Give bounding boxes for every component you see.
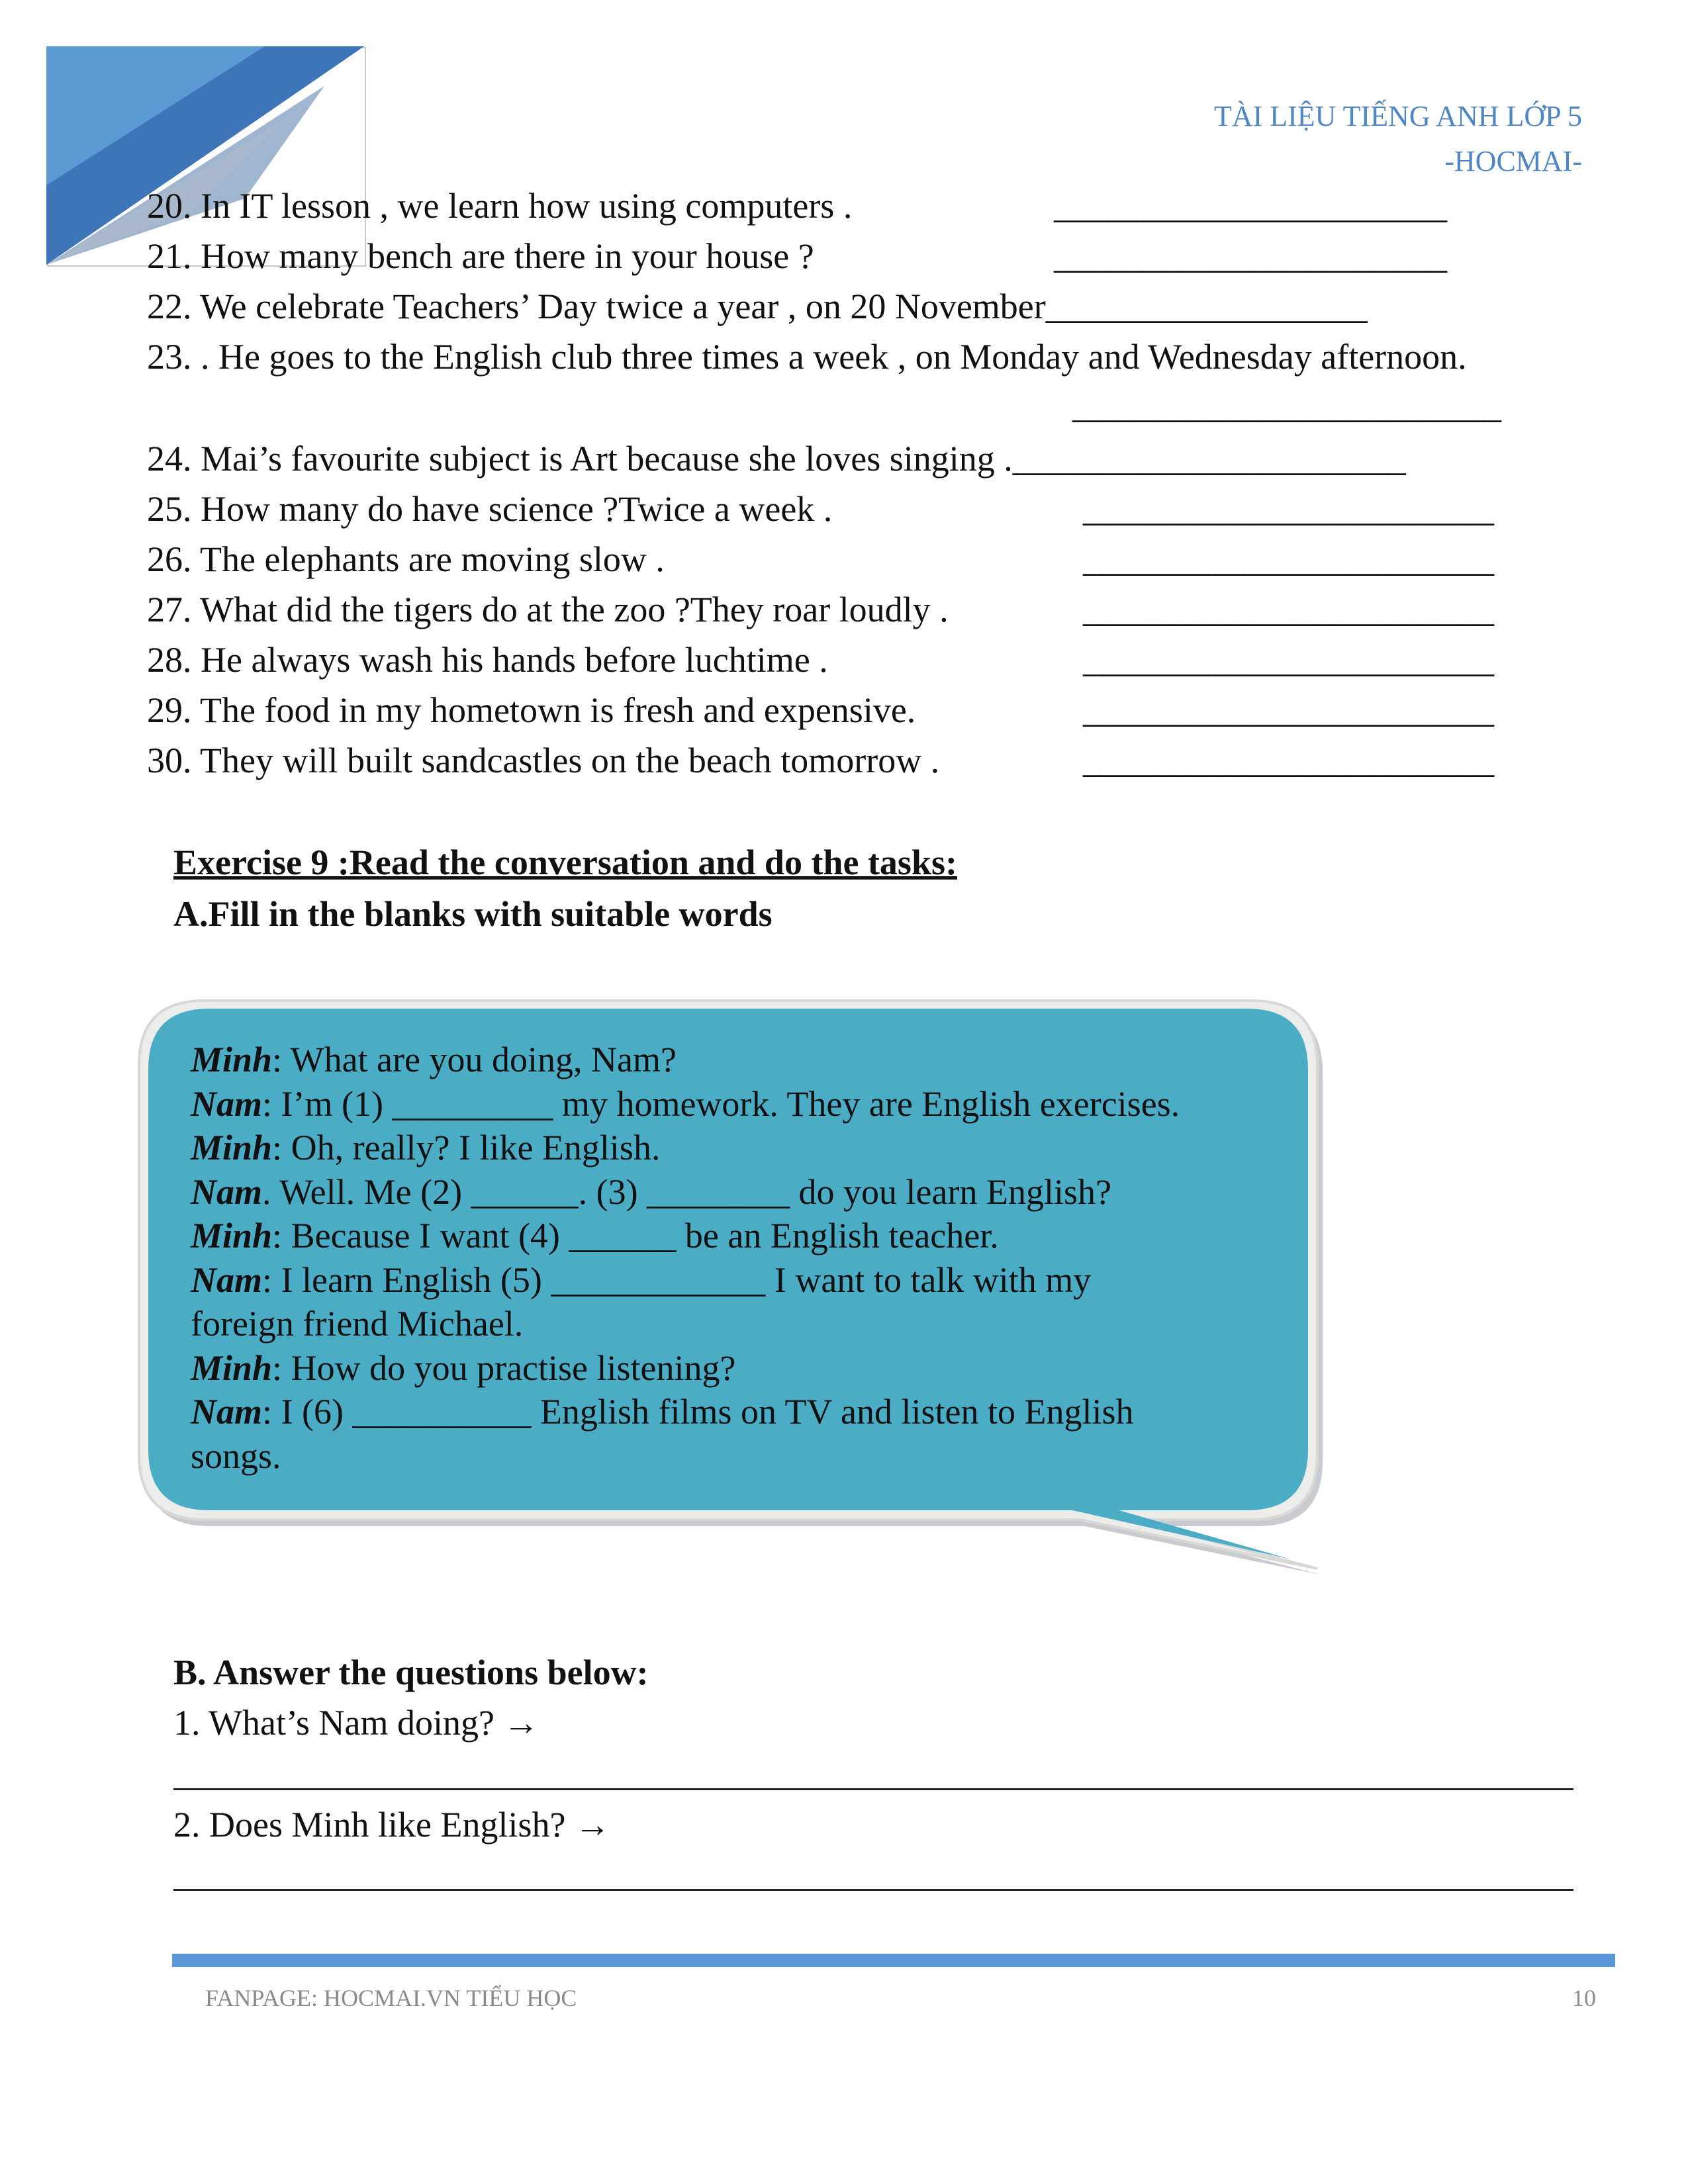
page-number: 10 bbox=[1572, 1985, 1596, 2011]
answer-line-2[interactable] bbox=[173, 1889, 1573, 1891]
exercise-line-30: 30. They will built sandcastles on the beach tomorrow . bbox=[147, 741, 940, 780]
footer-bar bbox=[172, 1954, 1615, 1967]
dialogue-line bbox=[191, 1346, 1316, 1390]
exercise-line-24: 24. Mai’s favourite subject is Art because she loves singing .______________________ bbox=[147, 439, 1406, 478]
dialogue-text: : I’m (1) _________ my homework. They are English exercises. bbox=[262, 1083, 1180, 1124]
dialogue-text: : I (6) __________ English films on TV and listen to English bbox=[262, 1392, 1134, 1432]
answer-blank-21: ______________________ bbox=[1054, 236, 1447, 276]
exercise-line-20: 20. In IT lesson , we learn how using computers . bbox=[147, 186, 853, 226]
document-header-title: TÀI LIỆU TIẾNG ANH LỚP 5 bbox=[1213, 100, 1582, 132]
exercise-line-22: 22. We celebrate Teachers’ Day twice a year , on 20 November__________________ bbox=[147, 287, 1368, 326]
dialogue-text: : Because I want (4) ______ be an English teacher. bbox=[272, 1216, 999, 1255]
dialogue-line bbox=[191, 1390, 1316, 1434]
question-2 bbox=[173, 1804, 610, 1845]
exercise-line-27: 27. What did the tigers do at the zoo ?They roar loudly . bbox=[147, 590, 949, 629]
conversation bbox=[191, 1038, 1316, 1478]
speaker-name: Nam bbox=[191, 1392, 262, 1432]
dialogue-line bbox=[191, 1434, 1316, 1479]
document-header-subtitle: -HOCMAI- bbox=[1444, 145, 1582, 177]
exercise-line-25: 25. How many do have science ?Twice a week . bbox=[147, 489, 833, 529]
dialogue-text: : What are you doing, Nam? bbox=[272, 1040, 677, 1079]
dialogue-line bbox=[191, 1214, 1316, 1258]
arrow-icon: → bbox=[574, 1805, 610, 1844]
exercise-line-28: 28. He always wash his hands before luchtime . bbox=[147, 640, 828, 680]
question-1 bbox=[173, 1702, 539, 1743]
exercise-9-title: Exercise 9 :Read the conversation and do the tasks: bbox=[173, 842, 957, 882]
exercise-line-23: 23. . He goes to the English club three times a week , on Monday and Wednesday afternoon. bbox=[147, 337, 1467, 377]
answer-blank-30: _______________________ bbox=[1083, 741, 1494, 780]
answer-blank-26: _______________________ bbox=[1083, 539, 1494, 579]
answer-blank-28: _______________________ bbox=[1083, 640, 1494, 680]
answer-blank-20: ______________________ bbox=[1054, 186, 1447, 226]
dialogue-line bbox=[191, 1082, 1316, 1126]
part-b-heading: B. Answer the questions below: bbox=[173, 1653, 649, 1692]
dialogue-text: . Well. Me (2) ______. (3) ________ do you learn English? bbox=[262, 1171, 1111, 1212]
speaker-name: Minh bbox=[191, 1128, 273, 1167]
dialogue-text: foreign friend Michael. bbox=[191, 1304, 524, 1343]
dialogue-text: songs. bbox=[191, 1435, 281, 1476]
answer-blank-25: _______________________ bbox=[1083, 489, 1494, 529]
exercise-line-26: 26. The elephants are moving slow . bbox=[147, 539, 665, 579]
dialogue-line bbox=[191, 1038, 1316, 1082]
question-text: 1. What’s Nam doing? bbox=[173, 1703, 494, 1743]
part-a-heading: A.Fill in the blanks with suitable words bbox=[173, 894, 773, 934]
speaker-name: Minh bbox=[191, 1347, 273, 1388]
question-text: 2. Does Minh like English? bbox=[173, 1805, 566, 1844]
footer-fanpage: FANPAGE: HOCMAI.VN TIỂU HỌC bbox=[205, 1985, 577, 2011]
answer-blank-29: _______________________ bbox=[1083, 690, 1494, 730]
answer-blank-27: _______________________ bbox=[1083, 590, 1494, 629]
speaker-name: Nam bbox=[191, 1083, 262, 1124]
dialogue-line bbox=[191, 1170, 1316, 1214]
dialogue-text: : Oh, really? I like English. bbox=[272, 1128, 661, 1167]
dialogue-line bbox=[191, 1126, 1316, 1170]
exercise-line-29: 29. The food in my hometown is fresh and expensive. bbox=[147, 690, 916, 730]
dialogue-line bbox=[191, 1302, 1316, 1346]
arrow-icon: → bbox=[503, 1703, 539, 1743]
dialogue-text: : I learn English (5) ____________ I want to talk with my bbox=[262, 1259, 1092, 1300]
speaker-name: Nam bbox=[191, 1171, 262, 1212]
dialogue-text: : How do you practise listening? bbox=[272, 1347, 736, 1388]
speaker-name: Minh bbox=[191, 1040, 273, 1079]
dialogue-line bbox=[191, 1258, 1316, 1302]
answer-blank-23: ________________________ bbox=[1072, 386, 1501, 426]
speaker-name: Minh bbox=[191, 1216, 273, 1255]
answer-line-1[interactable] bbox=[173, 1788, 1573, 1790]
exercise-line-21: 21. How many bench are there in your house ? bbox=[147, 236, 814, 276]
speaker-name: Nam bbox=[191, 1259, 262, 1300]
